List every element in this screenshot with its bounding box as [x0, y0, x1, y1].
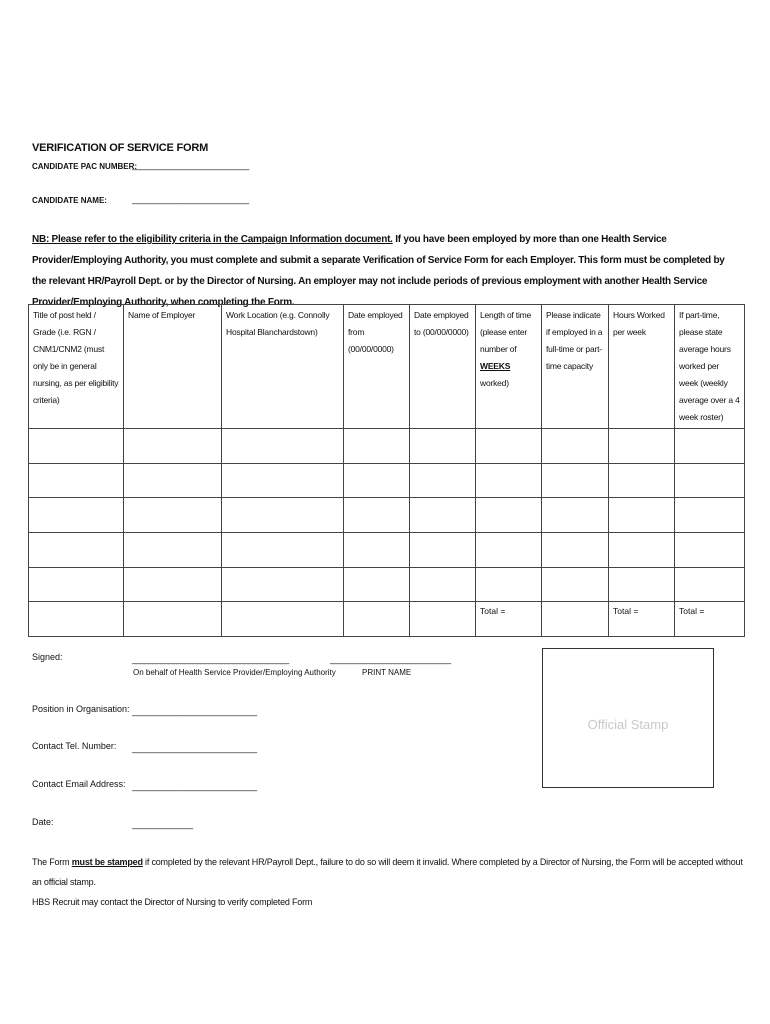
cell-employer[interactable]	[124, 568, 222, 602]
cell-post[interactable]	[29, 429, 124, 464]
cell-average[interactable]	[675, 568, 745, 602]
date-field[interactable]: _______________	[132, 819, 193, 829]
official-stamp-box	[542, 648, 714, 788]
cell-hours[interactable]	[609, 464, 675, 498]
tel-label: Contact Tel. Number:	[32, 741, 117, 751]
cell-post[interactable]	[29, 464, 124, 498]
footer-pre: The Form	[32, 857, 72, 867]
cell-average[interactable]	[675, 464, 745, 498]
total-length[interactable]: Total =	[476, 602, 542, 637]
cell-capacity[interactable]	[542, 602, 609, 637]
cell-location[interactable]	[222, 464, 344, 498]
cell-employer[interactable]	[124, 498, 222, 533]
cell-to[interactable]	[410, 602, 476, 637]
cell-from[interactable]	[344, 429, 410, 464]
tel-field[interactable]: _______________________________	[132, 743, 257, 753]
official-stamp-placeholder: Official Stamp	[587, 717, 669, 732]
header-work-location: Work Location (e.g. Connolly Hospital Blanchardstown)	[222, 305, 344, 429]
table-row	[29, 568, 745, 602]
cell-hours[interactable]	[609, 533, 675, 568]
cell-length[interactable]	[476, 429, 542, 464]
header-date-to: Date employed to (00/00/0000)	[410, 305, 476, 429]
pac-number-field[interactable]: _____________________________	[132, 160, 249, 170]
cell-location[interactable]	[222, 602, 344, 637]
cell-employer[interactable]	[124, 429, 222, 464]
email-field[interactable]: _______________________________	[132, 781, 257, 791]
eligibility-notice	[32, 229, 737, 313]
print-name-caption: PRINT NAME	[362, 668, 412, 677]
header-capacity: Please indicate if employed in a full-time or part-time capacity	[542, 305, 609, 429]
cell-from[interactable]	[344, 602, 410, 637]
print-name-field[interactable]: ______________________________	[330, 654, 451, 664]
header-average-hours: If part-time, please state average hours worked per week (weekly average over a 4 week roster)	[675, 305, 745, 429]
cell-employer[interactable]	[124, 533, 222, 568]
position-field[interactable]: _______________________________	[132, 706, 257, 716]
email-label: Contact Email Address:	[32, 779, 126, 789]
cell-capacity[interactable]	[542, 533, 609, 568]
table-total-row	[29, 602, 745, 637]
cell-length[interactable]	[476, 464, 542, 498]
cell-capacity[interactable]	[542, 429, 609, 464]
footer-note	[32, 852, 752, 912]
footer-emphasis: must be stamped	[71, 857, 143, 867]
notice-emphasis: NB: Please refer to the eligibility criteria in the Campaign Information document.	[32, 234, 393, 245]
cell-post[interactable]	[29, 533, 124, 568]
cell-capacity[interactable]	[542, 464, 609, 498]
on-behalf-caption: On behalf of Health Service Provider/Employing Authority	[133, 668, 336, 677]
cell-length[interactable]	[476, 498, 542, 533]
footer-post: if completed by the relevant HR/Payroll Dept., failure to do so will deem it invalid. Where completed by a Director of Nursing, the Form will be accepted without an official stamp.	[32, 857, 743, 887]
footer-line-2: HBS Recruit may contact the Director of Nursing to verify completed Form	[32, 897, 313, 907]
cell-capacity[interactable]	[542, 498, 609, 533]
table-row	[29, 498, 745, 533]
header-length-text: Length of time (please enter number of	[480, 310, 532, 354]
header-length	[476, 305, 542, 429]
pac-number-label: CANDIDATE PAC NUMBER:	[32, 162, 138, 171]
cell-location[interactable]	[222, 568, 344, 602]
cell-location[interactable]	[222, 498, 344, 533]
cell-average[interactable]	[675, 533, 745, 568]
table-header-row	[29, 305, 745, 429]
signature-field[interactable]: _______________________________________	[132, 654, 289, 664]
cell-from[interactable]	[344, 568, 410, 602]
notice-body: If you have been employed by more than one Health Service Provider/Employing Authority, you must complete and submit a separate Verification of Service Form for each Employer. This form must be completed by the relevant HR/Payroll Dept. or by the Director of Nursing. An employer may not include periods of previous employment with another Health Service Provider/Employing Authority, when completing the Form.	[32, 234, 725, 308]
cell-hours[interactable]	[609, 568, 675, 602]
signed-label: Signed:	[32, 652, 63, 662]
table-row	[29, 429, 745, 464]
employment-table	[28, 304, 745, 637]
table-row	[29, 533, 745, 568]
cell-to[interactable]	[410, 568, 476, 602]
total-average-hours[interactable]: Total =	[675, 602, 745, 637]
cell-from[interactable]	[344, 498, 410, 533]
footer-line-1	[32, 852, 752, 892]
date-label: Date:	[32, 817, 54, 827]
form-title: VERIFICATION OF SERVICE FORM	[32, 142, 209, 154]
cell-hours[interactable]	[609, 429, 675, 464]
position-label: Position in Organisation:	[32, 704, 130, 714]
cell-from[interactable]	[344, 533, 410, 568]
cell-average[interactable]	[675, 429, 745, 464]
cell-hours[interactable]	[609, 498, 675, 533]
candidate-name-label: CANDIDATE NAME:	[32, 196, 107, 205]
cell-average[interactable]	[675, 498, 745, 533]
header-weeks-tail: worked)	[480, 378, 509, 388]
cell-post[interactable]	[29, 602, 124, 637]
cell-location[interactable]	[222, 533, 344, 568]
cell-to[interactable]	[410, 533, 476, 568]
cell-from[interactable]	[344, 464, 410, 498]
total-hours[interactable]: Total =	[609, 602, 675, 637]
header-post-title: Title of post held / Grade (i.e. RGN / CNM1/CNM2 (must only be in general nursing, as per eligibility criteria)	[29, 305, 124, 429]
header-hours: Hours Worked per week	[609, 305, 675, 429]
cell-to[interactable]	[410, 429, 476, 464]
header-weeks-word: WEEKS	[480, 361, 511, 371]
cell-location[interactable]	[222, 429, 344, 464]
cell-to[interactable]	[410, 464, 476, 498]
header-date-from: Date employed from (00/00/0000)	[344, 305, 410, 429]
cell-length[interactable]	[476, 533, 542, 568]
candidate-name-field[interactable]: _____________________________	[132, 194, 249, 204]
cell-employer[interactable]	[124, 602, 222, 637]
cell-post[interactable]	[29, 498, 124, 533]
header-employer: Name of Employer	[124, 305, 222, 429]
cell-employer[interactable]	[124, 464, 222, 498]
cell-to[interactable]	[410, 498, 476, 533]
cell-length[interactable]	[476, 568, 542, 602]
cell-capacity[interactable]	[542, 568, 609, 602]
table-row	[29, 464, 745, 498]
cell-post[interactable]	[29, 568, 124, 602]
